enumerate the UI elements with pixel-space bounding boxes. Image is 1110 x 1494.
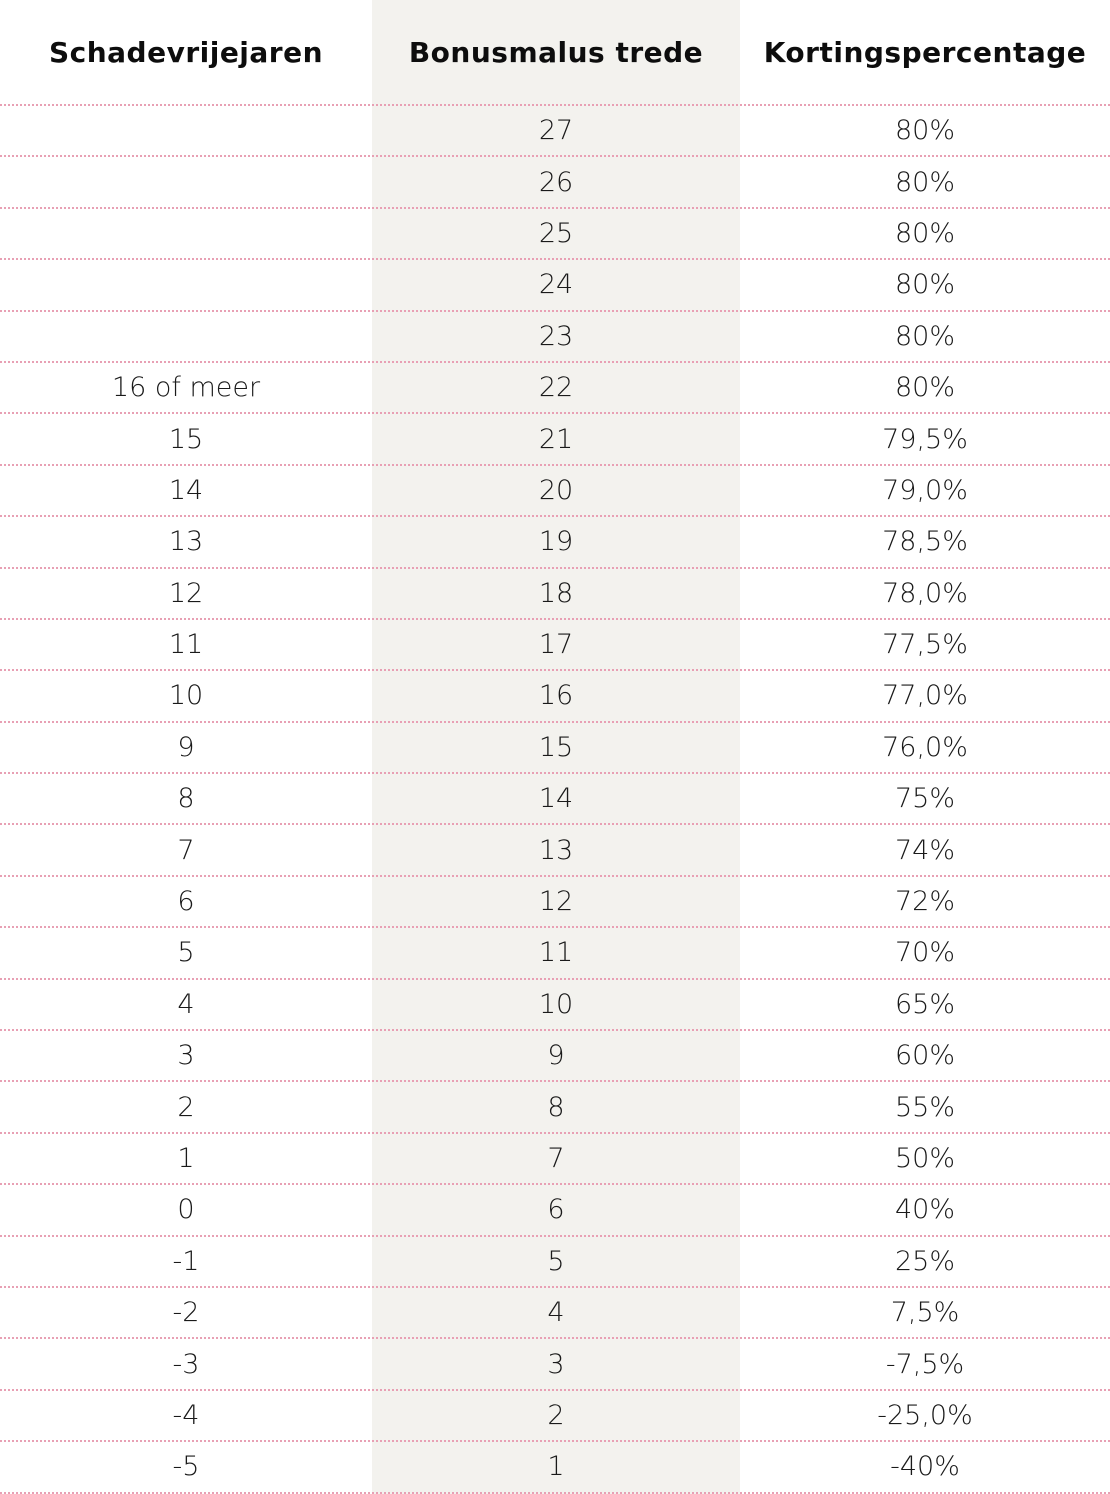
cell-kortingspercentage: 50%	[894, 1143, 955, 1174]
table-row	[0, 312, 1110, 363]
cell-bonusmalus-trede: 22	[538, 372, 574, 404]
cell-kortingspercentage: 40%	[894, 1194, 955, 1226]
cell-kortingspercentage: 80%	[894, 269, 955, 301]
cell-kortingspercentage: -25,0%	[877, 1399, 973, 1431]
cell-kortingspercentage: 78,5%	[882, 526, 968, 558]
cell-kortingspercentage: 80%	[894, 217, 955, 249]
cell-schadevrijejaren	[0, 260, 372, 309]
cell-bonusmalus-trede: 1	[547, 1451, 565, 1483]
cell-bonusmalus-trede: 24	[538, 269, 574, 301]
cell-schadevrijejaren	[0, 157, 372, 206]
cell-schadevrijejaren: 0	[177, 1194, 195, 1226]
table-row	[0, 671, 1110, 722]
cell-bonusmalus-trede: 21	[538, 423, 574, 455]
cell-schadevrijejaren: -5	[172, 1451, 200, 1483]
table-row	[0, 209, 1110, 260]
cell-kortingspercentage: -40%	[890, 1451, 960, 1483]
cell-schadevrijejaren: 4	[177, 988, 195, 1020]
cell-kortingspercentage: 80%	[894, 372, 955, 404]
cell-bonusmalus-trede: 18	[538, 577, 574, 609]
table-body	[0, 106, 1110, 1494]
cell-bonusmalus-trede: 14	[538, 783, 574, 815]
cell-schadevrijejaren: 11	[168, 629, 204, 661]
cell-bonusmalus-trede: 2	[547, 1399, 565, 1431]
cell-schadevrijejaren: 3	[177, 1040, 195, 1072]
cell-schadevrijejaren: 9	[177, 731, 195, 763]
cell-kortingspercentage: 75%	[894, 783, 955, 815]
table-row	[0, 1185, 1110, 1236]
table-row	[0, 1031, 1110, 1082]
cell-bonusmalus-trede: 20	[538, 474, 574, 506]
cell-bonusmalus-trede: 5	[547, 1245, 565, 1277]
table-row	[0, 414, 1110, 465]
table-row	[0, 157, 1110, 208]
table-row	[0, 1237, 1110, 1288]
cell-bonusmalus-trede: 16	[538, 680, 574, 712]
cell-kortingspercentage: 78,0%	[882, 577, 968, 609]
cell-schadevrijejaren: 2	[177, 1091, 195, 1123]
cell-bonusmalus-trede: 7	[547, 1143, 565, 1174]
cell-bonusmalus-trede: 19	[538, 526, 574, 558]
cell-bonusmalus-trede: 3	[547, 1348, 565, 1380]
cell-kortingspercentage: 80%	[894, 320, 955, 352]
header-schadevrijejaren: Schadevrijejaren	[48, 35, 324, 69]
cell-schadevrijejaren: 14	[168, 474, 204, 506]
cell-schadevrijejaren: 5	[177, 937, 195, 969]
cell-bonusmalus-trede: 13	[538, 834, 574, 866]
table-row	[0, 1339, 1110, 1390]
table-row	[0, 466, 1110, 517]
table-row	[0, 620, 1110, 671]
table-row	[0, 877, 1110, 928]
cell-bonusmalus-trede: 8	[547, 1091, 565, 1123]
table-row	[0, 260, 1110, 311]
table-row	[0, 569, 1110, 620]
cell-bonusmalus-trede: 27	[538, 115, 574, 147]
cell-schadevrijejaren: 16 of meer	[111, 372, 261, 404]
cell-kortingspercentage: 25%	[894, 1245, 955, 1277]
cell-bonusmalus-trede: 26	[538, 166, 574, 198]
table-row	[0, 825, 1110, 876]
cell-kortingspercentage: 76,0%	[882, 731, 968, 763]
cell-kortingspercentage: 7,5%	[890, 1297, 960, 1329]
cell-bonusmalus-trede: 6	[547, 1194, 565, 1226]
cell-schadevrijejaren: -4	[172, 1399, 200, 1431]
cell-schadevrijejaren: -2	[172, 1297, 200, 1329]
header-kortingspercentage: Kortingspercentage	[763, 35, 1087, 69]
cell-kortingspercentage: 80%	[894, 166, 955, 198]
cell-bonusmalus-trede: 4	[547, 1297, 565, 1329]
cell-bonusmalus-trede: 25	[538, 217, 574, 249]
cell-kortingspercentage: 80%	[894, 115, 955, 147]
cell-kortingspercentage: 77,0%	[882, 680, 968, 712]
table-row	[0, 723, 1110, 774]
cell-bonusmalus-trede: 23	[538, 320, 574, 352]
cell-schadevrijejaren: 6	[177, 886, 195, 918]
cell-kortingspercentage: 70%	[894, 937, 955, 969]
cell-schadevrijejaren	[0, 209, 372, 258]
table-row	[0, 1134, 1110, 1185]
cell-schadevrijejaren: 8	[177, 783, 195, 815]
header-bonusmalus-trede: Bonusmalus trede	[408, 35, 704, 69]
cell-kortingspercentage: 60%	[894, 1040, 955, 1072]
cell-kortingspercentage: 79,5%	[882, 423, 968, 455]
cell-schadevrijejaren	[0, 106, 372, 155]
cell-bonusmalus-trede: 17	[538, 629, 574, 661]
cell-schadevrijejaren: 15	[168, 423, 204, 455]
table-header	[0, 0, 1110, 106]
cell-kortingspercentage: 72%	[894, 886, 955, 918]
cell-bonusmalus-trede: 12	[538, 886, 574, 918]
table-row	[0, 1288, 1110, 1339]
table-row	[0, 1442, 1110, 1493]
table-row	[0, 106, 1110, 157]
cell-bonusmalus-trede: 10	[538, 988, 574, 1020]
cell-bonusmalus-trede: 9	[547, 1040, 565, 1072]
table-row	[0, 1391, 1110, 1442]
cell-bonusmalus-trede: 11	[538, 937, 574, 969]
cell-schadevrijejaren: 13	[168, 526, 204, 558]
cell-kortingspercentage: 77,5%	[882, 629, 968, 661]
cell-schadevrijejaren: 12	[168, 577, 204, 609]
table-row	[0, 928, 1110, 979]
cell-schadevrijejaren: 7	[177, 834, 195, 866]
cell-kortingspercentage: 65%	[894, 988, 955, 1020]
table-row	[0, 980, 1110, 1031]
cell-schadevrijejaren: 1	[177, 1143, 195, 1174]
cell-schadevrijejaren: -1	[172, 1245, 200, 1277]
cell-schadevrijejaren: -3	[172, 1348, 200, 1380]
cell-kortingspercentage: 55%	[894, 1091, 955, 1123]
table-row	[0, 517, 1110, 568]
cell-kortingspercentage: 74%	[894, 834, 955, 866]
table-row	[0, 1082, 1110, 1133]
cell-bonusmalus-trede: 15	[538, 731, 574, 763]
cell-kortingspercentage: -7,5%	[885, 1348, 965, 1380]
cell-schadevrijejaren: 10	[168, 680, 204, 712]
cell-schadevrijejaren	[0, 312, 372, 361]
table-row	[0, 363, 1110, 414]
table-row	[0, 774, 1110, 825]
cell-kortingspercentage: 79,0%	[882, 474, 968, 506]
